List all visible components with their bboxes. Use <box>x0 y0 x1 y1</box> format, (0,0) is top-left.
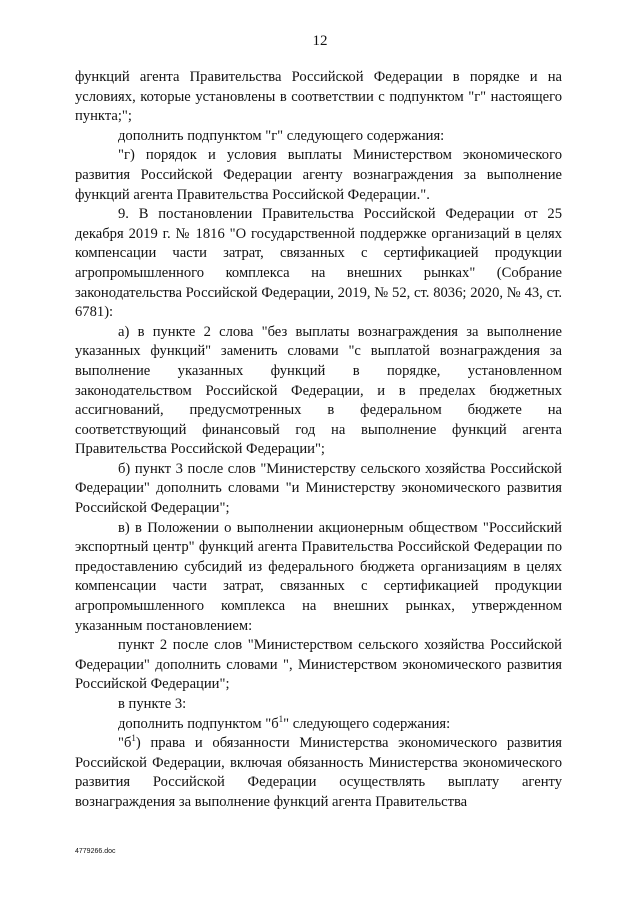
text-segment: ) права и обязанности Министерства экономического развития Российской Федерации, включая обязанность Министерства экономического развития Российской Федерации осуществлять выплату агенту вознаграждения за выполнение функций агента Правительства <box>75 735 562 810</box>
superscript: 1 <box>131 733 136 744</box>
document-body <box>75 68 562 813</box>
paragraph-add-subpoint-g: дополнить подпунктом "г" следующего содержания: <box>118 127 445 144</box>
superscript: 1 <box>278 713 284 724</box>
footer-filename: 4779266.doc <box>75 848 116 855</box>
paragraph-item-9: 9. В постановлении Правительства Российской Федерации от 25 декабря 2019 г. № 1816 "О государственной поддержке организаций в целях компенсации части затрат, связанных с сертификацией продукции агропромышленного комплекса на внешних рынках" (Собрание законодательства Российской Федерации, 2019, № 52, ст. 8036; 2020, № 43, ст. 6781): <box>75 206 562 321</box>
paragraph-item-b: б) пункт 3 после слов "Министерству сельского хозяйства Российской Федерации" дополнить словами "и Министерству экономического развития Российской Федерации"; <box>75 460 562 517</box>
text-segment: "б <box>118 735 132 752</box>
paragraph-subpoint-b1 <box>75 734 562 812</box>
paragraph-point-3: в пункте 3: <box>118 696 187 712</box>
paragraph-point-2: пункт 2 после слов "Министерством сельского хозяйства Российской Федерации" дополнить словами ", Министерством экономического развития Российской Федерации"; <box>75 637 562 693</box>
paragraph-continuation: функций агента Правительства Российской Федерации в порядке и на условиях, которые установлены в соответствии с подпунктом "г" настоящего пункта;"; <box>75 69 562 125</box>
text-segment: " следующего содержания: <box>283 715 451 732</box>
paragraph-add-subpoint-b1 <box>75 715 562 735</box>
paragraph-subpoint-g: "г) порядок и условия выплаты Министерством экономического развития Российской Федерации агенту вознаграждения за выполнение функций агента Правительства Российской Федерации.". <box>75 147 562 203</box>
page-number: 12 <box>312 33 328 49</box>
paragraph-item-a: а) в пункте 2 слова "без выплаты вознаграждения за выполнение указанных функций" заменить словами "с выплатой вознаграждения за выполнение указанных функций в порядке, установленном законодательством Российской Федерации, и в пределах бюджетных ассигнований, предусмотренных в федеральном бюджете на соответствующий финансовый год на выполнение функций агента Правительства Российской Федерации"; <box>75 323 562 458</box>
text-segment: дополнить подпунктом "б <box>118 715 279 732</box>
paragraph-item-v: в) в Положении о выполнении акционерным обществом "Российский экспортный центр" функций агента Правительства Российской Федерации по предоставлению субсидий из федерального бюджета организациям в целях компенсации части затрат, связанных с сертификацией продукции агропромышленного комплекса на внешних рынках, утвержденном указанным постановлением: <box>75 519 562 634</box>
